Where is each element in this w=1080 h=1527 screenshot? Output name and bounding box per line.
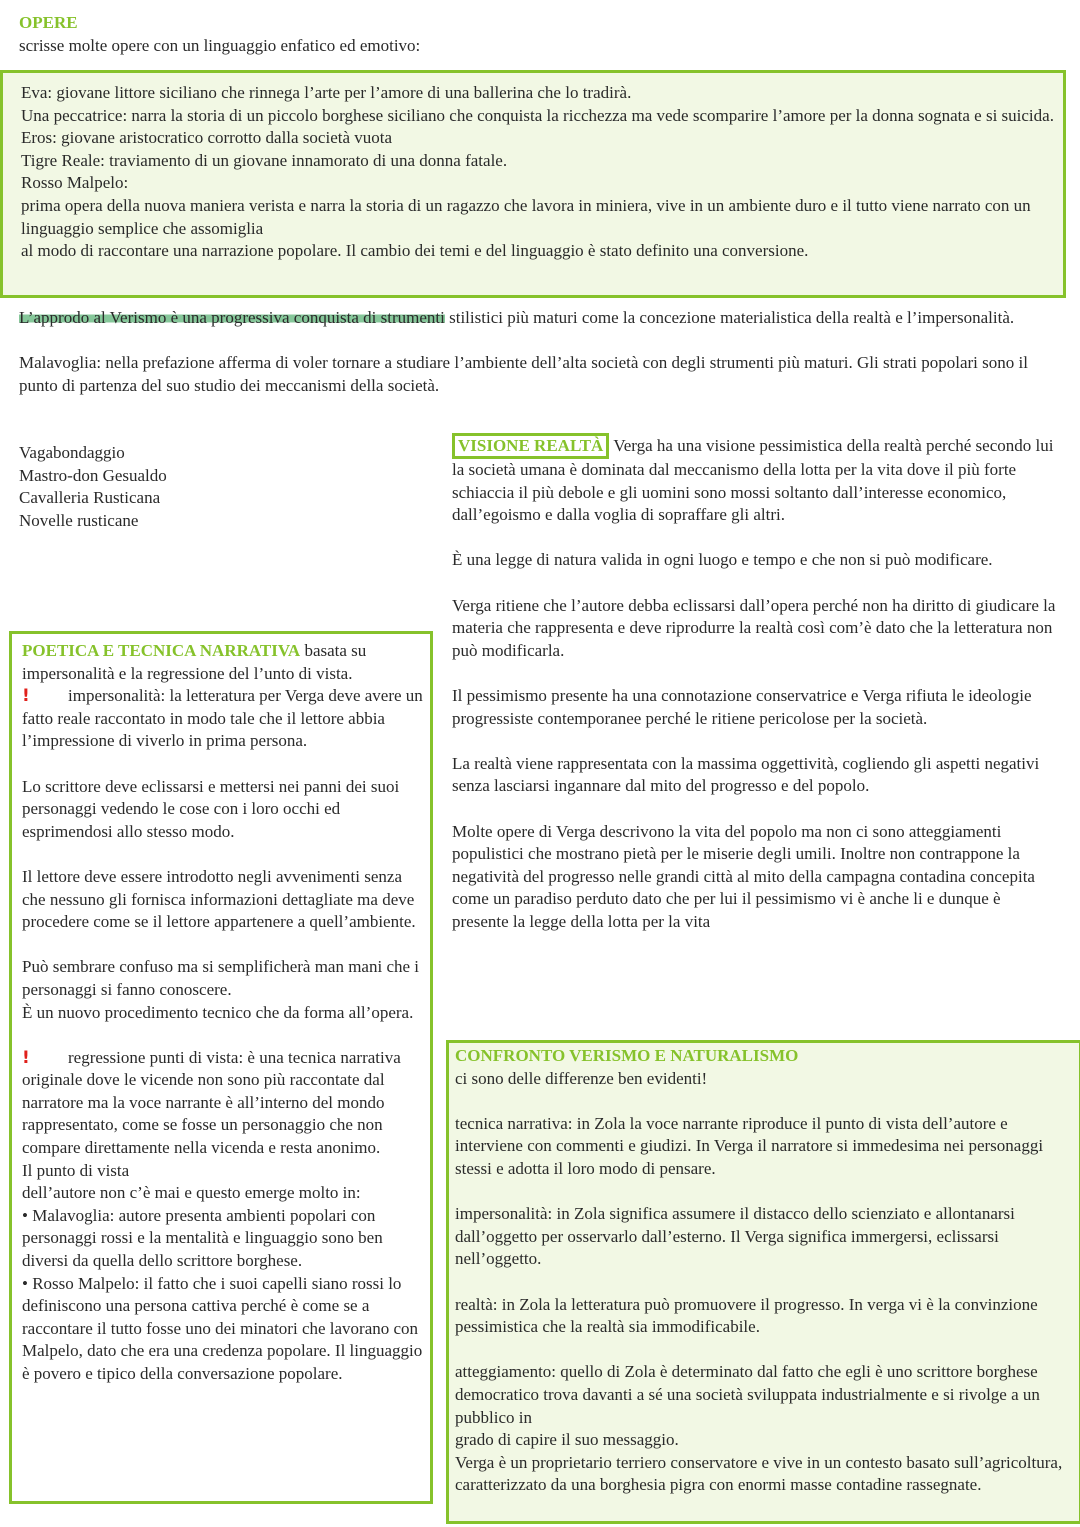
- highlighted-text: L’approdo al Verismo è una progressiva conquista di strumenti: [19, 308, 445, 327]
- opere-item: Una peccatrice: narra la storia di un piccolo borghese siciliano che conquista la ricchezza ma vede scomparire l’amore per la donna sognata e si suicida.: [21, 105, 1054, 125]
- poetica-p3: Il lettore deve essere introdotto negli avvenimenti senza che nessuno gli fornisca informazioni dettagliate ma deve procedere come se il lettore appartenere a quell’ambiente.: [22, 866, 416, 932]
- visione-p2: È una legge di natura valida in ogni luogo e tempo e che non si può modificare.: [452, 550, 993, 570]
- opere-item: Tigre Reale: traviamento di un giovane innamorato di una donna fatale.: [21, 150, 508, 170]
- visione-section: [452, 433, 1060, 933]
- opere-item: Rosso Malpelo:: [21, 173, 129, 193]
- confronto-p1: tecnica narrativa: in Zola la voce narrante riproduce il punto di vista dell’autore e interviene con commenti e giudizi. In Verga il narratore si immedesima nei personaggi stessi e adotta il loro modo di pensare.: [455, 1113, 1044, 1178]
- warning-icon: !: [22, 1047, 30, 1068]
- opere-intro: scrisse molte opere con un linguaggio enfatico ed emotivo:: [19, 35, 421, 55]
- confronto-p4c: Verga è un proprietario terriero conservatore e vive in un contesto basato sull’agricoltura, caratterizzato da una borghesia pigra con enormi masse contadine rassegnate.: [455, 1452, 1063, 1495]
- poetica-p4a: Può sembrare confuso ma si semplificherà man mani che i personaggi si fanno conoscere.: [22, 957, 420, 999]
- visione-p5: La realtà viene rappresentata con la massima oggettività, cogliendo gli aspetti negativi senza lasciarsi ingannare dal mito del progresso e del popolo.: [452, 753, 1040, 796]
- approdo-paragraph: [19, 307, 1061, 330]
- visione-p4: Il pessimismo presente ha una connotazione conservatrice e Verga rifiuta le ideologie progressiste contemporanee perché le ritiene pericolose per la società.: [452, 685, 1032, 728]
- poetica-intro: POETICA E TECNICA NARRATIVA basata su impersonalità e la regressione del l’unto di vista.: [22, 641, 367, 683]
- confronto-p2: impersonalità: in Zola significa assumere il distacco dello scienziato e allontanarsi dall’oggetto per osservarlo dall’esterno. Il Verga significa immergersi, eclissarsi nell’oggetto.: [455, 1204, 1015, 1269]
- works-list-item: Mastro-don Gesualdo: [19, 465, 167, 485]
- works-list-item: Novelle rusticane: [19, 510, 139, 530]
- confronto-p4a: atteggiamento: quello di Zola è determinato dal fatto che egli è uno scrittore borghese democratico trova davanti a sé una società sviluppata industrialmente e si rivolge a un pubblico in: [455, 1362, 1040, 1427]
- poetica-bullet-malavoglia: • Malavoglia: autore presenta ambienti popolari con personaggi rossi e la mentalità e linguaggio sono ben diversi da quella dello scrittore borghese.: [22, 1205, 383, 1271]
- confronto-box: [446, 1040, 1080, 1524]
- opere-item: al modo di raccontare una narrazione popolare. Il cambio dei temi e del linguaggio è stato definito una conversione.: [21, 241, 809, 261]
- approdo-rest: stilistici più maturi come la concezione materialistica della realtà e l’impersonalità.: [444, 308, 1015, 327]
- opere-box: [0, 70, 1066, 298]
- confronto-intro: ci sono delle differenze ben evidenti!: [455, 1068, 708, 1088]
- opere-item: prima opera della nuova maniera verista e narra la storia di un ragazzo che lavora in miniera, vive in un ambiente duro e il tutto viene narrato con un linguaggio semplice che assomiglia: [21, 195, 1031, 238]
- opere-item: Eva: giovane littore siciliano che rinnega l’arte per l’amore di una ballerina che lo tradirà.: [21, 83, 632, 102]
- opere-section: [19, 12, 1059, 57]
- works-list-item: Cavalleria Rusticana: [19, 488, 161, 508]
- poetica-p5: ! regressione punti di vista: è una tecnica narrativa originale dove le vicende non sono più raccontate dal narratore ma la voce narrante è all’interno del mondo rappresentato, come se fosse un personaggio che non compare direttamente nella vicenda e resta anonimo.: [22, 1047, 401, 1158]
- visione-p3: Verga ritiene che l’autore debba eclissarsi dall’opera perché non ha diritto di giudicare la materia che rappresenta e deve riprodurre la realtà così com’è dato che la letteratura non può modificarla.: [452, 595, 1056, 660]
- confronto-p4b: grado di capire il suo messaggio.: [455, 1430, 679, 1450]
- warning-icon: !: [22, 686, 30, 707]
- confronto-p3: realtà: in Zola la letteratura può promuovere il progresso. In verga vi è la convinzione pessimistica che la realtà sia immodificabile.: [455, 1294, 1038, 1337]
- visione-p1: VISIONE REALTÀ Verga ha una visione pessimistica della realtà perché secondo lui la società umana è dominata dal meccanismo della lotta per la vita dove il più forte schiaccia il più debole e gli uomini sono mossi soltanto dall’interesse economico, dall’egoismo e dalla voglia di sopraffare gli altri.: [452, 433, 1060, 527]
- visione-p6: Molte opere di Verga descrivono la vita del popolo ma non ci sono atteggiamenti populistici che mostrano pietà per le miserie degli umili. Inoltre non contrappone la negatività del progresso nelle grandi città al mito della campagna contadina concepita come un paradiso perduto dato che per lui il pessimismo vi è anche li e dunque è presente la legge della lotta per la vita: [452, 821, 1035, 931]
- confronto-heading: CONFRONTO VERISMO E NATURALISMO: [455, 1046, 799, 1065]
- poetica-box: [9, 631, 433, 1504]
- poetica-bullet-malpelo: • Rosso Malpelo: il fatto che i suoi capelli siano rossi lo definiscono una persona cattiva perché è come se a raccontare il tutto fosse uno dei minatori che lavorano con Malpelo, dato che era una credenza popolare. Il linguaggio è povero e tipico della conversazione popolare.: [22, 1273, 423, 1383]
- visione-heading: VISIONE REALTÀ: [452, 433, 609, 459]
- works-list-item: Vagabondaggio: [19, 443, 125, 462]
- poetica-p4b: È un nuovo procedimento tecnico che da forma all’opera.: [22, 1002, 414, 1022]
- poetica-heading: POETICA E TECNICA NARRATIVA: [22, 641, 301, 660]
- poetica-p2: Lo scrittore deve eclissarsi e mettersi nei panni dei suoi personaggi vedendo le cose con i loro occhi ed esprimendosi allo stesso modo.: [22, 776, 400, 841]
- poetica-p6a: Il punto di vista: [22, 1160, 130, 1180]
- opere-heading: OPERE: [19, 13, 78, 32]
- poetica-p1: ! impersonalità: la letteratura per Verga deve avere un fatto reale raccontato in modo tale che il lettore abbia l’impressione di viverlo in prima persona.: [22, 686, 423, 751]
- malavoglia-paragraph: Malavoglia: nella prefazione afferma di voler tornare a studiare l’ambiente dell’alta società con degli strumenti più maturi. Gli strati popolari sono il punto di partenza del suo studio dei meccanismi della società.: [19, 353, 1028, 395]
- works-list: [19, 442, 419, 532]
- opere-item: Eros: giovane aristocratico corrotto dalla società vuota: [21, 128, 393, 148]
- poetica-p6b: dell’autore non c’è mai e questo emerge molto in:: [22, 1183, 361, 1203]
- approdo-section: [19, 307, 1061, 397]
